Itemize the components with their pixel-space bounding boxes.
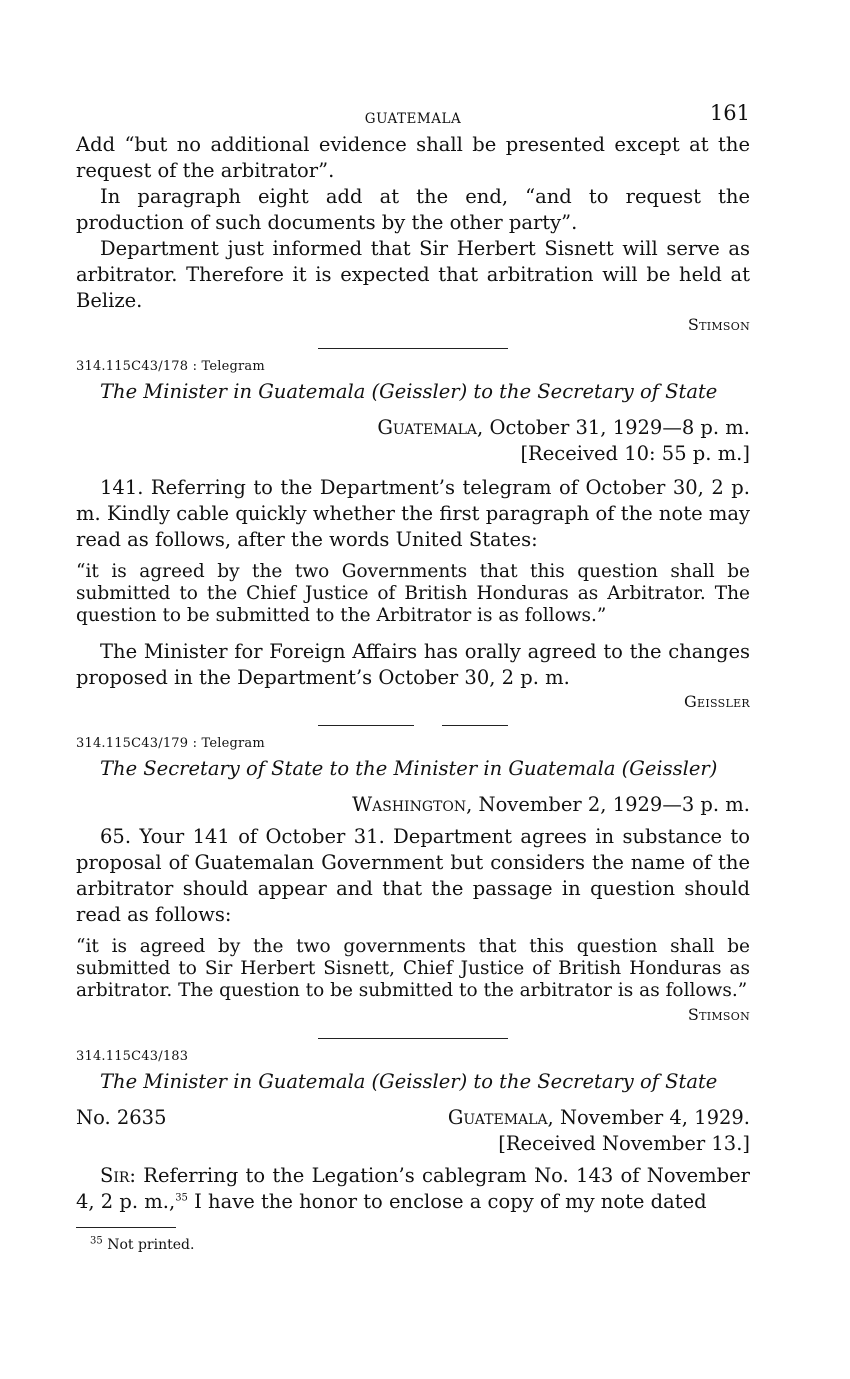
footnote bbox=[76, 1236, 750, 1254]
footnote-text: Not printed. bbox=[107, 1237, 195, 1253]
paragraph: Department just informed that Sir Herbert Sisnett will serve as arbitrator. Therefore it is expected that arbitration will be held at Belize. bbox=[76, 237, 750, 312]
signature: Stimson bbox=[687, 315, 750, 334]
document-page bbox=[76, 98, 750, 1254]
despatch-number: No. 2635 bbox=[76, 1106, 167, 1129]
paragraph: 141. Referring to the Department’s telegram of October 30, 2 p. m. Kindly cable quickly whether the first paragraph of the note may read as follows, after the words United States: bbox=[76, 476, 750, 551]
received-line: [Received November 13.] bbox=[498, 1132, 750, 1155]
paragraph bbox=[76, 1163, 750, 1215]
section-divider bbox=[318, 725, 508, 726]
dateline bbox=[76, 792, 750, 818]
file-number: 314.115C43/183 bbox=[76, 1049, 189, 1064]
paragraph: 65. Your 141 of October 31. Department agrees in substance to proposal of Guatemalan Government but considers the name of the arbitrator should appear and that the passage in question should read as follows: bbox=[76, 825, 750, 926]
paragraph: Add “but no additional evidence shall be presented except at the request of the arbitrator”. bbox=[76, 133, 750, 182]
footnote-divider bbox=[76, 1227, 176, 1228]
document-heading: The Secretary of State to the Minister in Guatemala (Geissler) bbox=[100, 757, 718, 780]
dateline-place: Washington, bbox=[352, 793, 473, 816]
file-number: 314.115C43/179 : Telegram bbox=[76, 736, 265, 751]
dateline-place: Guatemala, bbox=[447, 1106, 554, 1129]
section-divider bbox=[318, 348, 508, 349]
dateline-date: November 4, 1929. bbox=[559, 1106, 750, 1129]
paragraph-text: I have the honor to enclose a copy of my note dated bbox=[194, 1190, 707, 1213]
paragraph: In paragraph eight add at the end, “and to request the production of such documents by the other party”. bbox=[76, 185, 750, 234]
footnote-reference: 35 bbox=[175, 1192, 188, 1204]
signature: Geissler bbox=[683, 692, 750, 711]
page-number: 161 bbox=[709, 101, 750, 125]
document-heading: The Minister in Guatemala (Geissler) to the Secretary of State bbox=[100, 380, 718, 403]
running-head bbox=[76, 98, 750, 132]
block-quote: “it is agreed by the two Governments that this question shall be submitted to the Chief Justice of British Honduras as Arbitrator. The question to be submitted to the Arbitrator is as follows.” bbox=[76, 561, 750, 626]
paragraph: The Minister for Foreign Affairs has orally agreed to the changes proposed in the Department’s October 30, 2 p. m. bbox=[76, 640, 750, 689]
file-number: 314.115C43/178 : Telegram bbox=[76, 359, 265, 374]
dateline-place: Guatemala, bbox=[377, 416, 484, 439]
dateline-row bbox=[76, 1105, 750, 1131]
footnote-marker: 35 bbox=[90, 1235, 103, 1247]
section-divider bbox=[318, 1038, 508, 1039]
document-heading: The Minister in Guatemala (Geissler) to the Secretary of State bbox=[100, 1070, 718, 1093]
dateline bbox=[76, 415, 750, 441]
running-title: GUATEMALA bbox=[364, 111, 462, 127]
salutation: Sir: bbox=[100, 1164, 136, 1187]
dateline-date: October 31, 1929—8 p. m. bbox=[489, 416, 750, 439]
block-quote: “it is agreed by the two governments that this question shall be submitted to Sir Herbert Sisnett, Chief Justice of British Honduras as arbitrator. The question to be submitted to the arbitrator is as follows.” bbox=[76, 936, 750, 1001]
received-line: [Received 10: 55 p. m.] bbox=[520, 442, 750, 465]
dateline-date: November 2, 1929—3 p. m. bbox=[478, 793, 750, 816]
signature: Stimson bbox=[687, 1005, 750, 1024]
paragraph-text: Referring to the Legation’s cablegram No. 143 of November 4, 2 p. m., bbox=[76, 1164, 750, 1213]
